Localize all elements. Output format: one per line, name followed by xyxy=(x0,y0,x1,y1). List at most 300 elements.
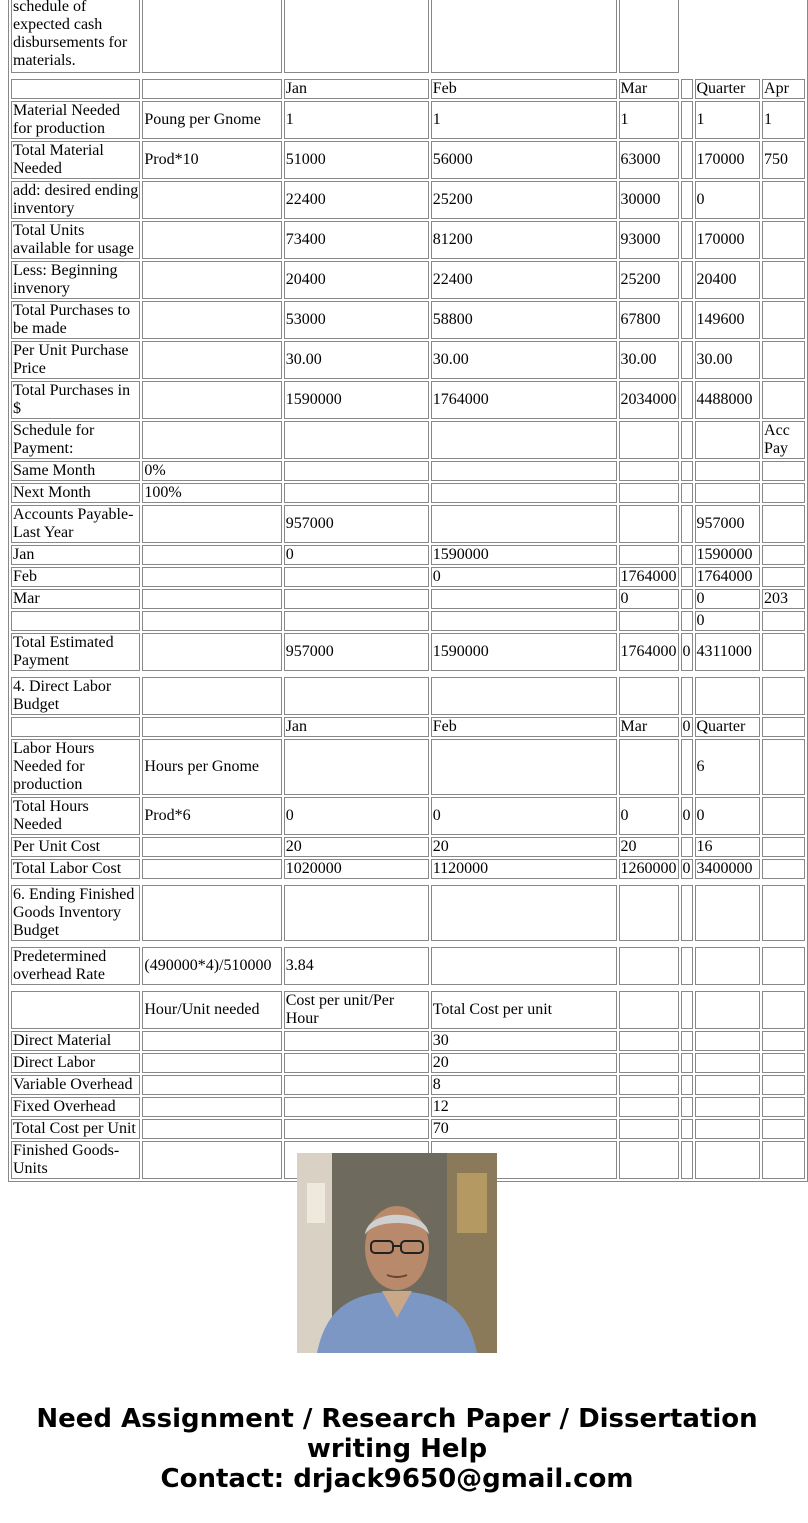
table-cell xyxy=(681,461,693,481)
table-cell xyxy=(681,567,693,587)
table-cell: 1764000 xyxy=(695,567,761,587)
table-row xyxy=(11,739,805,795)
table-cell: 73400 xyxy=(284,221,429,259)
table-row xyxy=(11,101,805,139)
table-cell xyxy=(431,589,617,609)
cost-header-row xyxy=(11,991,805,1029)
table-cell xyxy=(619,461,679,481)
table-cell: Jan xyxy=(284,717,429,737)
table-cell xyxy=(762,1141,805,1179)
table-cell xyxy=(762,505,805,543)
table-cell xyxy=(431,483,617,503)
table-cell xyxy=(681,421,693,459)
table-cell xyxy=(681,79,693,99)
table-cell xyxy=(142,301,281,339)
table-cell xyxy=(762,717,805,737)
table-cell: 0 xyxy=(284,545,429,565)
header-row xyxy=(11,79,805,99)
table-cell: 0 xyxy=(695,589,761,609)
fg-title-row xyxy=(11,885,805,941)
table-cell: 1590000 xyxy=(431,545,617,565)
table-cell: 30 xyxy=(431,1031,617,1051)
table-row xyxy=(11,381,805,419)
table-cell xyxy=(284,461,429,481)
table-cell: 0 xyxy=(695,181,761,219)
table-cell xyxy=(762,991,805,1029)
table-cell: 0 xyxy=(284,797,429,835)
section-title: 6. Ending Finished Goods Inventory Budget xyxy=(11,885,140,941)
table-cell xyxy=(681,181,693,219)
table-cell xyxy=(762,1031,805,1051)
table-cell: Per Unit Purchase Price xyxy=(11,341,140,379)
table-cell xyxy=(142,221,281,259)
table-cell xyxy=(431,677,617,715)
table-cell xyxy=(619,611,679,631)
table-cell xyxy=(695,1141,761,1179)
table-row xyxy=(11,483,805,503)
table-cell xyxy=(11,79,140,99)
table-cell xyxy=(619,677,679,715)
table-cell: 1020000 xyxy=(284,859,429,879)
table-cell: 100% xyxy=(142,483,281,503)
table-cell xyxy=(681,545,693,565)
table-cell xyxy=(695,483,761,503)
table-cell xyxy=(762,837,805,857)
table-cell xyxy=(142,677,281,715)
table-cell: Hours per Gnome xyxy=(142,739,281,795)
table-row xyxy=(11,837,805,857)
table-cell xyxy=(142,1141,281,1179)
table-cell: Total Estimated Payment xyxy=(11,633,140,671)
table-cell: 3.84 xyxy=(284,947,429,985)
table-cell xyxy=(142,717,281,737)
table-row xyxy=(11,545,805,565)
table-cell xyxy=(431,611,617,631)
table-row xyxy=(11,1097,805,1117)
table-cell xyxy=(695,421,761,459)
table-cell: 58800 xyxy=(431,301,617,339)
table-cell xyxy=(681,589,693,609)
table-cell xyxy=(762,301,805,339)
table-cell xyxy=(142,0,281,73)
table-cell: 20 xyxy=(284,837,429,857)
table-cell: 51000 xyxy=(284,141,429,179)
table-cell xyxy=(619,991,679,1029)
table-cell: Jan xyxy=(284,79,429,99)
table-cell: Direct Material xyxy=(11,1031,140,1051)
table-cell xyxy=(619,1053,679,1073)
table-row xyxy=(11,421,805,459)
table-cell xyxy=(431,505,617,543)
table-cell xyxy=(762,567,805,587)
table-cell: 0 xyxy=(695,611,761,631)
table-cell xyxy=(762,1119,805,1139)
table-cell: 203 xyxy=(762,589,805,609)
author-photo xyxy=(297,1153,497,1353)
table-cell: 56000 xyxy=(431,141,617,179)
table-cell xyxy=(284,1119,429,1139)
table-cell xyxy=(681,677,693,715)
row-separator xyxy=(11,75,805,77)
table-cell: Jan xyxy=(11,545,140,565)
table-cell xyxy=(284,885,429,941)
table-cell xyxy=(431,947,617,985)
table-cell xyxy=(619,1031,679,1051)
table-cell: 4311000 xyxy=(695,633,761,671)
row-separator xyxy=(11,673,805,675)
table-cell xyxy=(681,505,693,543)
table-cell: 1590000 xyxy=(695,545,761,565)
table-cell xyxy=(681,1119,693,1139)
budget-table-body xyxy=(11,0,805,1179)
table-cell xyxy=(142,1031,281,1051)
table-cell xyxy=(284,1053,429,1073)
table-cell xyxy=(431,421,617,459)
table-cell xyxy=(681,947,693,985)
table-cell: 0 xyxy=(695,797,761,835)
table-cell: Per Unit Cost xyxy=(11,837,140,857)
table-cell: 0% xyxy=(142,461,281,481)
table-cell: 93000 xyxy=(619,221,679,259)
row-separator xyxy=(11,881,805,883)
table-cell xyxy=(695,1097,761,1117)
table-cell xyxy=(619,505,679,543)
table-cell xyxy=(681,991,693,1029)
table-cell: Next Month xyxy=(11,483,140,503)
table-row xyxy=(11,611,805,631)
table-cell xyxy=(619,739,679,795)
table-row xyxy=(11,1031,805,1051)
table-cell xyxy=(762,381,805,419)
table-cell xyxy=(142,505,281,543)
table-cell: Cost per unit/Per Hour xyxy=(284,991,429,1029)
table-cell xyxy=(142,611,281,631)
table-cell: Finished Goods-Units xyxy=(11,1141,140,1179)
table-cell xyxy=(762,461,805,481)
table-cell: 25200 xyxy=(619,261,679,299)
table-cell xyxy=(142,885,281,941)
table-cell: Prod*10 xyxy=(142,141,281,179)
table-cell xyxy=(431,885,617,941)
table-cell: 67800 xyxy=(619,301,679,339)
table-cell xyxy=(695,677,761,715)
table-cell: Labor Hours Needed for production xyxy=(11,739,140,795)
table-cell xyxy=(142,79,281,99)
table-cell: 53000 xyxy=(284,301,429,339)
table-row xyxy=(11,141,805,179)
row-separator xyxy=(11,943,805,945)
table-cell: 0 xyxy=(619,797,679,835)
table-cell xyxy=(695,991,761,1029)
table-cell: Feb xyxy=(431,79,617,99)
table-cell: Apr xyxy=(762,79,805,99)
table-cell xyxy=(619,1075,679,1095)
table-cell: 20400 xyxy=(284,261,429,299)
table-cell: 22400 xyxy=(284,181,429,219)
table-cell: 63000 xyxy=(619,141,679,179)
table-cell xyxy=(142,181,281,219)
table-cell xyxy=(762,1053,805,1073)
table-cell xyxy=(695,461,761,481)
table-cell xyxy=(142,589,281,609)
table-cell xyxy=(695,947,761,985)
table-cell: 20 xyxy=(431,837,617,857)
table-cell xyxy=(681,101,693,139)
table-cell xyxy=(431,461,617,481)
table-row xyxy=(11,341,805,379)
table-cell xyxy=(681,611,693,631)
table-cell: 20 xyxy=(431,1053,617,1073)
table-cell: 1 xyxy=(762,101,805,139)
table-cell: Total Cost per unit xyxy=(431,991,617,1029)
budget-table xyxy=(8,0,808,1182)
table-cell: Mar xyxy=(619,79,679,99)
table-cell xyxy=(681,483,693,503)
table-cell xyxy=(142,381,281,419)
table-cell: 0 xyxy=(682,860,691,877)
table-cell: Total Purchases to be made xyxy=(11,301,140,339)
table-cell: 0 xyxy=(681,633,693,671)
table-cell: 170000 xyxy=(695,221,761,259)
table-cell: Mar xyxy=(11,589,140,609)
table-cell: Mar xyxy=(619,717,679,737)
table-cell: 12 xyxy=(431,1097,617,1117)
table-cell xyxy=(431,739,617,795)
table-cell: 25200 xyxy=(431,181,617,219)
table-cell xyxy=(762,1075,805,1095)
table-cell: Total Hours Needed xyxy=(11,797,140,835)
table-cell: 20 xyxy=(619,837,679,857)
table-cell xyxy=(619,545,679,565)
table-cell: Acc Pay xyxy=(762,421,805,459)
labor-header-row xyxy=(11,717,805,737)
table-row xyxy=(11,859,805,879)
table-cell: 1764000 xyxy=(619,633,679,671)
table-cell xyxy=(284,1075,429,1095)
table-cell xyxy=(681,301,693,339)
table-cell xyxy=(681,1053,693,1073)
table-cell xyxy=(681,1075,693,1095)
table-cell xyxy=(142,1119,281,1139)
table-cell: 70 xyxy=(431,1119,617,1139)
table-cell xyxy=(142,1053,281,1073)
intro-row xyxy=(11,0,805,73)
table-cell xyxy=(142,1097,281,1117)
intro-text-cell: schedule of expected cash disbursements for materials. xyxy=(11,0,140,73)
table-cell: 0 xyxy=(431,797,617,835)
table-cell: 1764000 xyxy=(620,568,677,585)
table-cell: 30.00 xyxy=(284,341,429,379)
table-cell xyxy=(619,1097,679,1117)
table-cell xyxy=(681,1031,693,1051)
table-cell: 16 xyxy=(695,837,761,857)
table-cell xyxy=(142,837,281,857)
table-cell xyxy=(762,859,805,879)
table-cell: 30.00 xyxy=(695,341,761,379)
table-row xyxy=(11,633,805,671)
table-cell xyxy=(11,991,140,1029)
table-cell xyxy=(762,947,805,985)
table-cell xyxy=(284,0,429,73)
table-cell xyxy=(762,677,805,715)
table-cell: 0 xyxy=(681,797,693,835)
table-row xyxy=(11,221,805,259)
table-row xyxy=(11,567,805,587)
table-cell: add: desired ending inventory xyxy=(11,181,140,219)
table-row xyxy=(11,181,805,219)
table-cell xyxy=(681,1141,693,1179)
section-title: 4. Direct Labor Budget xyxy=(11,677,140,715)
table-cell xyxy=(142,341,281,379)
table-cell: (490000*4)/510000 xyxy=(142,947,281,985)
table-cell: Feb xyxy=(11,567,140,587)
table-cell: 957000 xyxy=(695,505,761,543)
table-cell: Hour/Unit needed xyxy=(142,991,281,1029)
table-cell: 1120000 xyxy=(431,859,617,879)
table-cell xyxy=(284,567,429,587)
overhead-row xyxy=(11,947,805,985)
table-cell xyxy=(681,739,693,795)
table-cell: 1764000 xyxy=(431,381,617,419)
table-cell: Fixed Overhead xyxy=(11,1097,140,1117)
table-cell xyxy=(681,1097,693,1117)
table-cell: Variable Overhead xyxy=(11,1075,140,1095)
table-cell: Accounts Payable-Last Year xyxy=(11,505,140,543)
table-cell: 1 xyxy=(284,101,429,139)
table-cell xyxy=(681,261,693,299)
labor-title-row xyxy=(11,677,805,715)
table-row xyxy=(11,1119,805,1139)
table-cell xyxy=(681,837,693,857)
table-cell xyxy=(762,181,805,219)
table-cell: 170000 xyxy=(695,141,761,179)
table-cell xyxy=(762,633,805,671)
table-row xyxy=(11,505,805,543)
table-cell: Material Needed for production xyxy=(11,101,140,139)
table-cell: Quarter xyxy=(695,717,761,737)
table-cell xyxy=(142,633,281,671)
footer-line-2: writing Help xyxy=(306,1434,488,1464)
table-cell: 22400 xyxy=(431,261,617,299)
table-cell: Schedule for Payment: xyxy=(11,421,140,459)
table-cell xyxy=(619,421,679,459)
table-cell: Less: Beginning invenory xyxy=(11,261,140,299)
table-cell xyxy=(762,611,805,631)
footer-line-1: Need Assignment / Research Paper / Dissertation xyxy=(36,1404,758,1434)
table-cell: 1590000 xyxy=(284,381,429,419)
portrait-image xyxy=(297,1153,497,1353)
table-cell: 20400 xyxy=(695,261,761,299)
table-row xyxy=(11,301,805,339)
table-cell xyxy=(762,885,805,941)
table-cell xyxy=(681,221,693,259)
table-cell: 4488000 xyxy=(695,381,761,419)
table-cell: Total Labor Cost xyxy=(11,859,140,879)
table-cell xyxy=(142,859,281,879)
table-cell: 6 xyxy=(695,739,761,795)
table-cell xyxy=(431,0,617,73)
table-cell xyxy=(762,483,805,503)
footer-contact xyxy=(0,1404,794,1494)
table-row xyxy=(11,461,805,481)
table-cell: 1 xyxy=(695,101,761,139)
table-cell: 957000 xyxy=(284,505,429,543)
table-cell: 2034000 xyxy=(619,381,679,419)
table-row xyxy=(11,1075,805,1095)
row-separator xyxy=(11,987,805,989)
table-cell: Direct Labor xyxy=(11,1053,140,1073)
table-cell: Prod*6 xyxy=(142,797,281,835)
table-cell: 8 xyxy=(431,1075,617,1095)
table-cell xyxy=(284,1097,429,1117)
table-cell xyxy=(142,421,281,459)
table-cell xyxy=(619,0,679,73)
table-cell: Total Cost per Unit xyxy=(11,1119,140,1139)
table-cell: 30.00 xyxy=(431,341,617,379)
table-cell xyxy=(142,1075,281,1095)
table-cell: 0 xyxy=(431,567,617,587)
table-cell xyxy=(284,739,429,795)
footer-line-3: Contact: drjack9650@gmail.com xyxy=(160,1464,634,1494)
table-cell xyxy=(284,677,429,715)
table-cell xyxy=(681,885,693,941)
table-cell: 1 xyxy=(431,101,617,139)
spreadsheet-view xyxy=(8,0,808,1177)
table-cell xyxy=(284,611,429,631)
table-cell xyxy=(762,739,805,795)
table-cell: 3400000 xyxy=(695,859,761,879)
table-cell: 81200 xyxy=(431,221,617,259)
table-cell: Poung per Gnome xyxy=(142,101,281,139)
table-cell xyxy=(762,545,805,565)
table-cell xyxy=(681,341,693,379)
table-cell xyxy=(284,421,429,459)
table-cell xyxy=(695,1053,761,1073)
table-cell xyxy=(695,1031,761,1051)
table-cell: 30000 xyxy=(619,181,679,219)
table-cell xyxy=(284,589,429,609)
table-cell: Total Material Needed xyxy=(11,141,140,179)
table-cell xyxy=(681,141,693,179)
table-cell xyxy=(762,341,805,379)
table-cell xyxy=(142,545,281,565)
table-cell xyxy=(762,221,805,259)
table-cell xyxy=(695,885,761,941)
table-cell xyxy=(619,947,679,985)
table-cell: Quarter xyxy=(695,79,761,99)
table-cell xyxy=(762,261,805,299)
table-cell xyxy=(619,1119,679,1139)
table-cell: Same Month xyxy=(11,461,140,481)
table-cell: 750 xyxy=(762,141,805,179)
table-cell xyxy=(284,1031,429,1051)
table-cell xyxy=(762,1097,805,1117)
table-cell: Total Units available for usage xyxy=(11,221,140,259)
table-cell xyxy=(142,567,281,587)
table-cell xyxy=(142,261,281,299)
table-cell xyxy=(619,1141,679,1179)
table-cell: 1260000 xyxy=(620,860,677,877)
table-cell: 0 xyxy=(619,589,679,609)
table-cell: Total Purchases in $ xyxy=(11,381,140,419)
table-cell xyxy=(284,483,429,503)
table-cell: 957000 xyxy=(284,633,429,671)
table-row xyxy=(11,1053,805,1073)
table-cell xyxy=(11,611,140,631)
table-cell xyxy=(619,483,679,503)
table-cell: 1 xyxy=(619,101,679,139)
table-row xyxy=(11,589,805,609)
